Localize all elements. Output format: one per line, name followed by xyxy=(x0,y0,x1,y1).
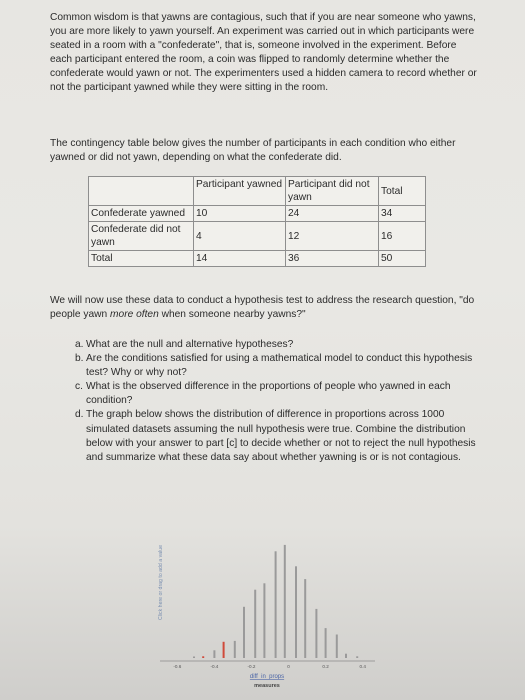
x-tick-label: -0.2 xyxy=(247,664,256,669)
intro-paragraph: Common wisdom is that yawns are contagious, such that if you are near someone who yawns, you are more likely to yawn yourself. An experiment was carried out in which participants were seated in a room with a "confederate", that is, someone involved in the experiment. Before each participant entered the room, a coin was flipped to randomly determine whether the confederate would yawn or not. The experimenters used a hidden camera to record whether or not the participant yawned while they were sitting in the room. xyxy=(50,12,477,94)
histogram-bar xyxy=(202,656,204,658)
question-text: Are the conditions satisfied for using a mathematical model to conduct this hypothesis test? Why or why not? xyxy=(86,353,473,379)
table-cell: 50 xyxy=(379,251,426,267)
x-axis-label[interactable]: diff_in_props xyxy=(249,674,285,680)
research-question-emphasis: more often xyxy=(110,309,159,321)
x-axis-sublabel: measures xyxy=(254,683,280,689)
row-label: Total xyxy=(89,251,194,267)
x-tick-label: 0 xyxy=(287,664,290,669)
x-axis-ticks xyxy=(173,664,366,669)
x-tick-label: 0.2 xyxy=(322,664,329,669)
histogram-bar xyxy=(336,635,338,659)
y-axis-label[interactable]: Click here or drag to add a value xyxy=(158,545,164,620)
histogram-bar xyxy=(315,609,317,658)
null-distribution-dotplot xyxy=(150,520,380,690)
x-tick-label: 0.4 xyxy=(359,664,366,669)
histogram-bar xyxy=(356,656,358,658)
histogram-bar xyxy=(284,545,286,658)
histogram-bars xyxy=(193,545,358,658)
question-text: The graph below shows the distribution of difference in proportions across 1000 simulated datasets assuming the null hypothesis were true. Combine the distribution below with your answer to part [c] to decide whether or not to reject the null hypothesis and summarize what these data say about whether yawning is or is not contagious. xyxy=(86,409,476,463)
table-cell: 34 xyxy=(379,206,426,222)
table-row xyxy=(89,251,426,267)
table-intro-paragraph: The contingency table below gives the number of participants in each condition who either yawned or did not yawn, depending on what the confederate did. xyxy=(50,138,456,164)
row-label: Confederate did not yawn xyxy=(89,222,194,251)
x-tick-label: -0.6 xyxy=(173,664,182,669)
header-total-label: Total xyxy=(381,186,403,197)
table-row xyxy=(89,206,426,222)
table-corner-cell xyxy=(89,177,194,206)
table-cell: 12 xyxy=(286,222,379,251)
question-text: What is the observed difference in the proportions of people who yawned in each condition? xyxy=(86,381,451,407)
table-cell: 16 xyxy=(379,222,426,251)
table-cell: 36 xyxy=(286,251,379,267)
histogram-bar xyxy=(345,654,347,658)
contingency-table xyxy=(88,176,426,267)
histogram-bar xyxy=(295,566,297,658)
x-tick-label: -0.4 xyxy=(210,664,219,669)
histogram-bar xyxy=(213,650,215,658)
histogram-bar xyxy=(234,641,236,658)
header-participant-yawned: Participant yawned xyxy=(194,177,286,206)
table-row xyxy=(89,222,426,251)
histogram-bar xyxy=(325,628,327,658)
research-question-paragraph xyxy=(50,294,480,322)
header-participant-did-not-yawn: Participant did not yawn xyxy=(286,177,379,206)
table-cell: 14 xyxy=(194,251,286,267)
question-letter: a. xyxy=(75,339,84,350)
table-header-row xyxy=(89,177,426,206)
histogram-bar xyxy=(254,590,256,658)
research-question-text-b: when someone nearby yawns?" xyxy=(158,309,306,321)
histogram-bar xyxy=(243,607,245,658)
histogram-bar xyxy=(275,551,277,658)
question-list xyxy=(75,338,485,465)
question-text: What are the null and alternative hypotheses? xyxy=(86,339,294,350)
table-cell: 4 xyxy=(194,222,286,251)
table-cell: 10 xyxy=(194,206,286,222)
question-letter: d. xyxy=(75,409,84,421)
question-letter: c. xyxy=(75,381,83,393)
histogram-bar xyxy=(223,642,225,658)
question-letter: b. xyxy=(75,353,84,365)
question-item-a xyxy=(75,338,485,352)
row-label: Confederate yawned xyxy=(89,206,194,222)
research-question-text-a: We will now use these data to conduct a hypothesis test to address the research question, "do people yawn xyxy=(50,295,475,321)
header-total xyxy=(379,177,426,206)
question-item-b xyxy=(75,352,485,380)
histogram-bar xyxy=(304,579,306,658)
question-item-c xyxy=(75,380,485,408)
histogram-bar xyxy=(263,583,265,658)
histogram-bar xyxy=(193,657,195,659)
table-cell: 24 xyxy=(286,206,379,222)
question-item-d xyxy=(75,408,485,464)
